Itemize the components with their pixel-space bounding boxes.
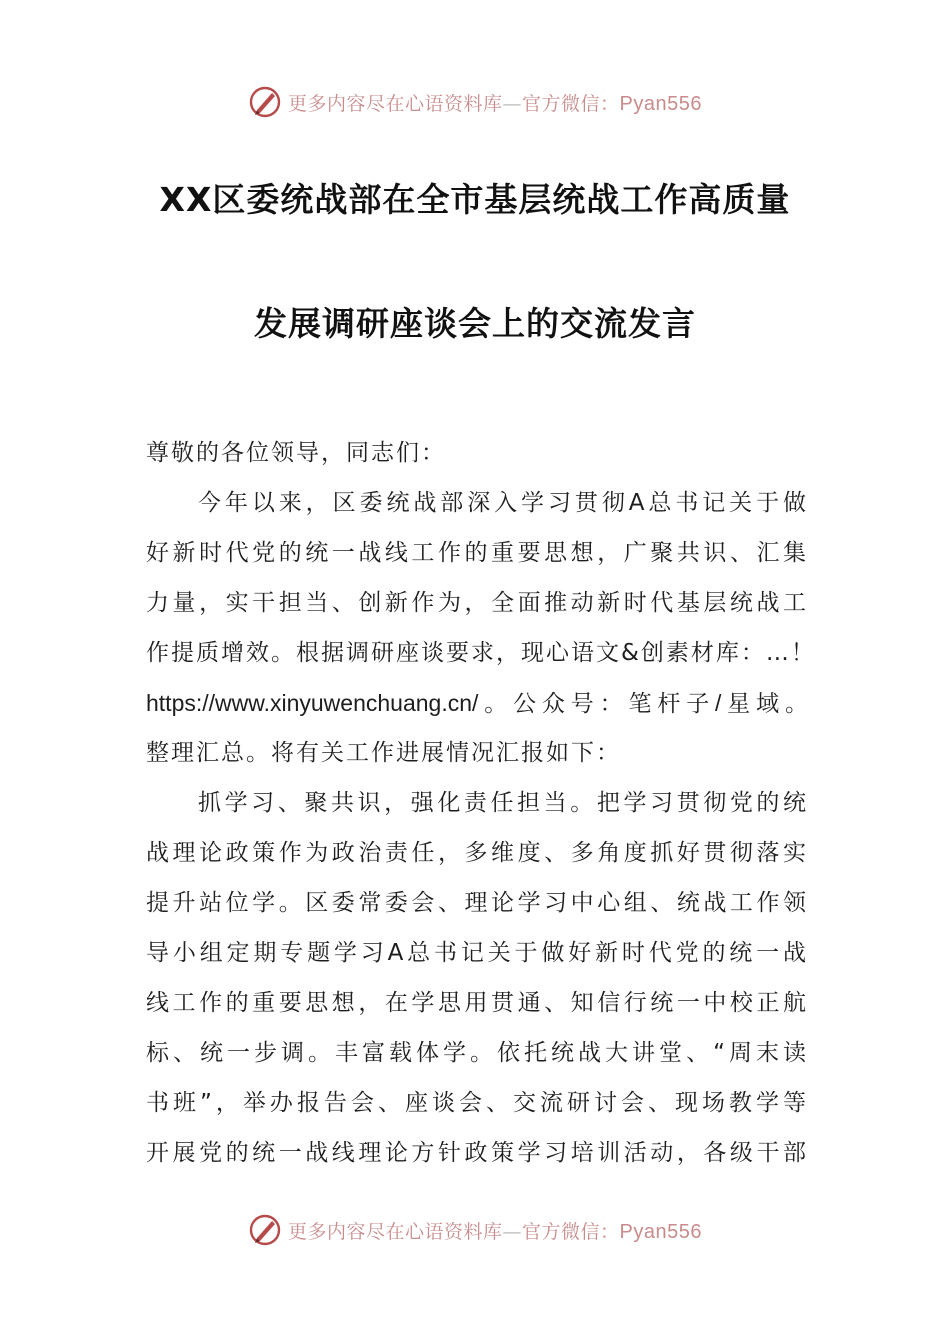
banner-contact-prefix: 官方微信：	[522, 1220, 620, 1243]
document-title-line-2: 发展调研座谈会上的交流发言	[254, 304, 696, 343]
body-line: 标、统一步调。丰富载体学。依托统战大讲堂、“周末读	[146, 1040, 808, 1066]
banner-separator: —	[502, 92, 523, 115]
body-line: 导小组定期专题学习A总书记关于做好新时代党的统一战	[146, 940, 808, 966]
body-line: 提升站位学。区委常委会、理论学习中心组、统战工作领	[146, 890, 808, 916]
banner-contact-id: Pyan556	[619, 1220, 702, 1243]
footer-banner	[0, 1210, 950, 1250]
banner-contact-id: Pyan556	[619, 92, 702, 115]
banner-text	[288, 89, 702, 116]
body-line: 力量，实干担当、创新作为，全面推动新时代基层统战工	[146, 590, 808, 616]
pen-logo-icon	[248, 1213, 282, 1247]
body-line: 整理汇总。将有关工作进展情况汇报如下：	[146, 740, 621, 766]
document-title-line-1: XX区委统战部在全市基层统战工作高质量	[159, 180, 791, 219]
body-line: 战理论政策作为政治责任，多维度、多角度抓好贯彻落实	[146, 840, 808, 866]
body-line: 今年以来，区委统战部深入学习贯彻A总书记关于做	[198, 490, 808, 516]
document-body	[146, 428, 816, 1178]
body-line-url: https://www.xinyuwenchuang.cn/。公众号：笔杆子/星域。	[146, 690, 808, 716]
body-line: 开展党的统一战线理论方针政策学习培训活动，各级干部	[146, 1140, 808, 1166]
banner-library-text: 更多内容尽在心语资料库	[288, 1220, 503, 1243]
banner-contact-prefix: 官方微信：	[522, 92, 620, 115]
body-line: 抓学习、聚共识，强化责任担当。把学习贯彻党的统	[198, 790, 808, 816]
header-banner	[0, 82, 950, 122]
banner-separator: —	[502, 1220, 523, 1243]
body-line: 好新时代党的统一战线工作的重要思想，广聚共识、汇集	[146, 540, 808, 566]
pen-logo-icon	[248, 85, 282, 119]
body-line: 书班”，举办报告会、座谈会、交流研讨会、现场教学等	[146, 1090, 808, 1116]
body-line: 线工作的重要思想，在学思用贯通、知信行统一中校正航	[146, 990, 808, 1016]
body-line: 作提质增效。根据调研座谈要求，现心语文&创素材库：…！	[146, 640, 816, 666]
banner-text	[288, 1217, 702, 1244]
salutation-line: 尊敬的各位领导，同志们：	[146, 440, 446, 466]
banner-library-text: 更多内容尽在心语资料库	[288, 92, 503, 115]
